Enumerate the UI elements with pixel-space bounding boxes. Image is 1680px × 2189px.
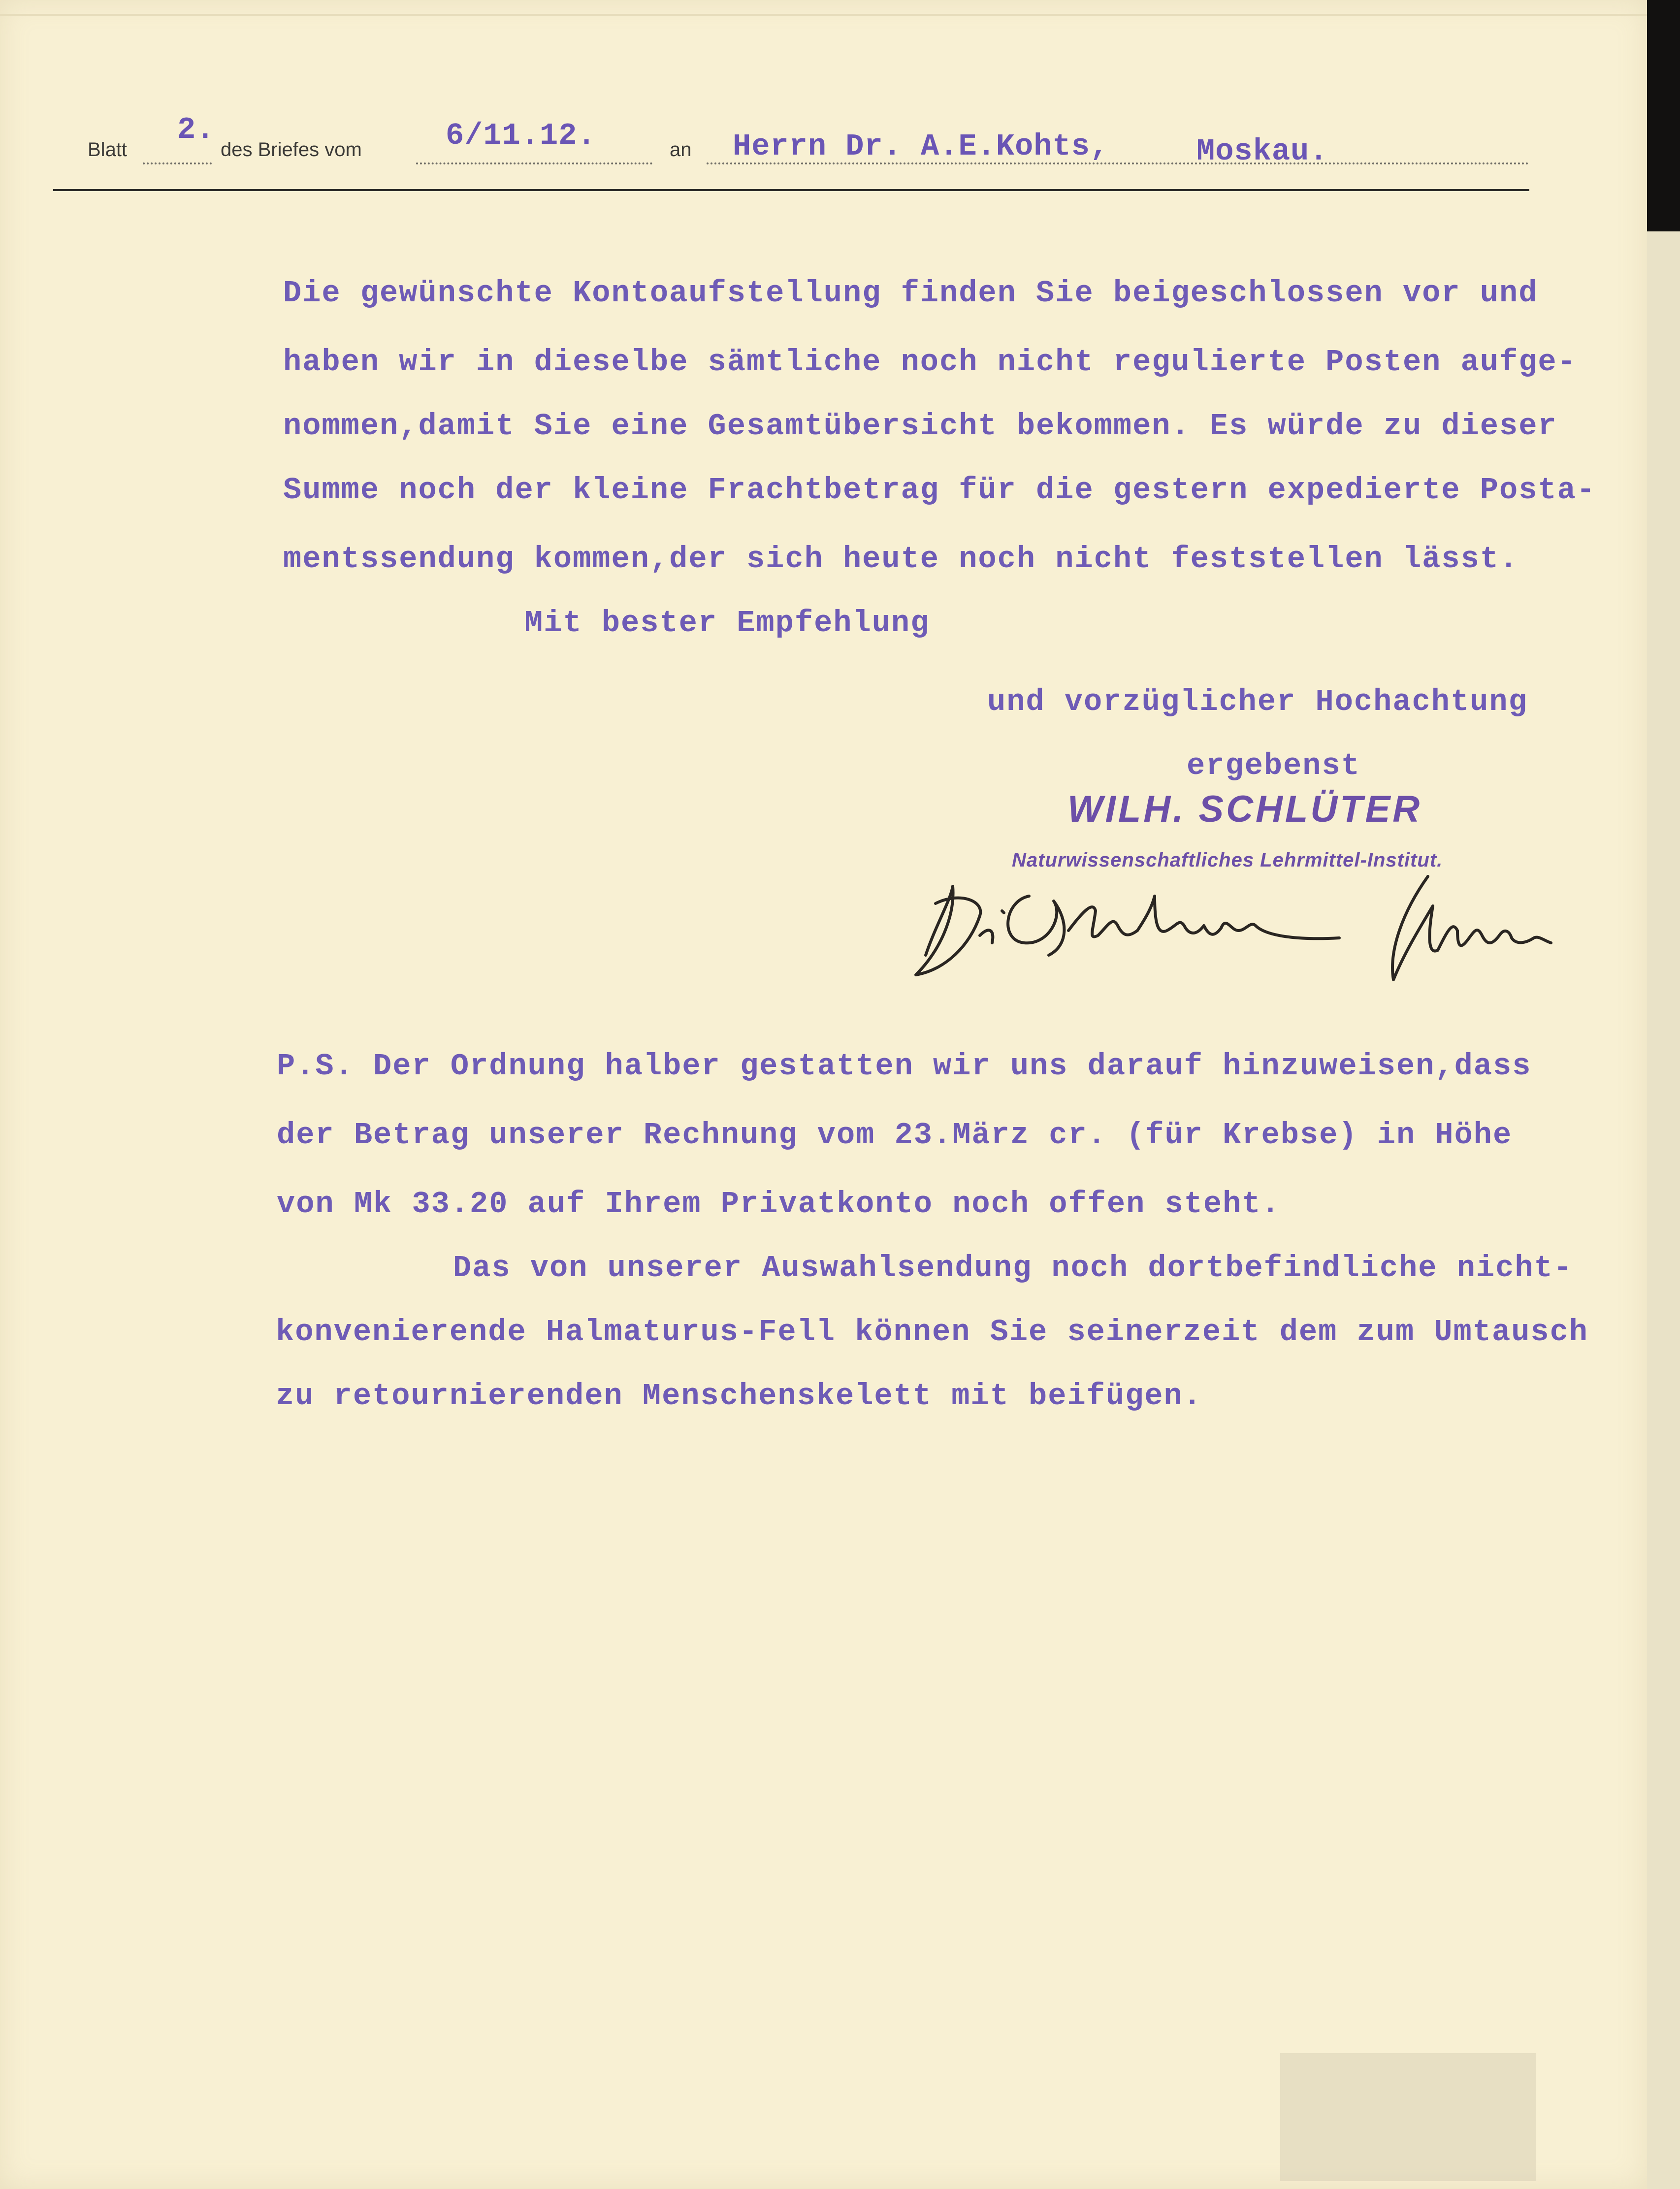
postscript-para2-line: konvenierende Halmaturus-Fell können Sie seinerzeit dem zum Umtausch: [276, 1315, 1589, 1350]
blatt-label: Blatt: [88, 139, 128, 161]
postscript-para2-line: zu retournierenden Menschenskelett mit beifügen.: [276, 1379, 1202, 1414]
body-line: haben wir in dieselbe sämtliche noch nicht regulierte Posten aufge-: [283, 345, 1577, 380]
date-dotted-line: [416, 162, 652, 164]
closing-respect: und vorzüglicher Hochachtung: [987, 684, 1528, 719]
company-stamp-subtitle: Naturwissenschaftliches Lehrmittel-Institut.: [1012, 849, 1443, 871]
closing-greeting: Mit bester Empfehlung: [524, 606, 930, 641]
recipient-city: Moskau.: [1196, 134, 1328, 169]
blatt-number: 2.: [177, 112, 215, 147]
an-label: an: [670, 139, 692, 161]
briefes-label: des Briefes vom: [221, 139, 362, 161]
paper-fold: [0, 14, 1647, 16]
closing-ergebenst: ergebenst: [1187, 748, 1360, 783]
handwritten-signature: [906, 857, 1625, 995]
body-line: mentssendung kommen,der sich heute noch nicht feststellen lässt.: [283, 542, 1519, 577]
body-line: nommen,damit Sie eine Gesamtübersicht bekommen. Es würde zu dieser: [283, 409, 1557, 444]
postscript-line: der Betrag unserer Rechnung vom 23.März cr. (für Krebse) in Höhe: [277, 1118, 1513, 1153]
postscript-line: P.S. Der Ordnung halber gestatten wir uns darauf hinzuweisen,dass: [277, 1049, 1532, 1084]
postscript-line: von Mk 33.20 auf Ihrem Privatkonto noch offen steht.: [277, 1187, 1281, 1222]
blatt-dotted-line: [143, 162, 212, 164]
body-line: Summe noch der kleine Frachtbetrag für die gestern expedierte Posta-: [283, 473, 1596, 508]
faint-bleedthrough-mark: [1280, 2053, 1536, 2181]
letter-date: 6/11.12.: [446, 118, 596, 153]
recipient-name: Herrn Dr. A.E.Kohts,: [733, 129, 1109, 164]
body-line: Die gewünschte Kontoaufstellung finden Sie beigeschlossen vor und: [283, 276, 1538, 311]
postscript-para2-line: Das von unserer Auswahlsendung noch dortbefindliche nicht-: [453, 1251, 1573, 1286]
header-rule: [53, 189, 1529, 191]
company-stamp-name: WILH. SCHLÜTER: [1067, 788, 1422, 830]
